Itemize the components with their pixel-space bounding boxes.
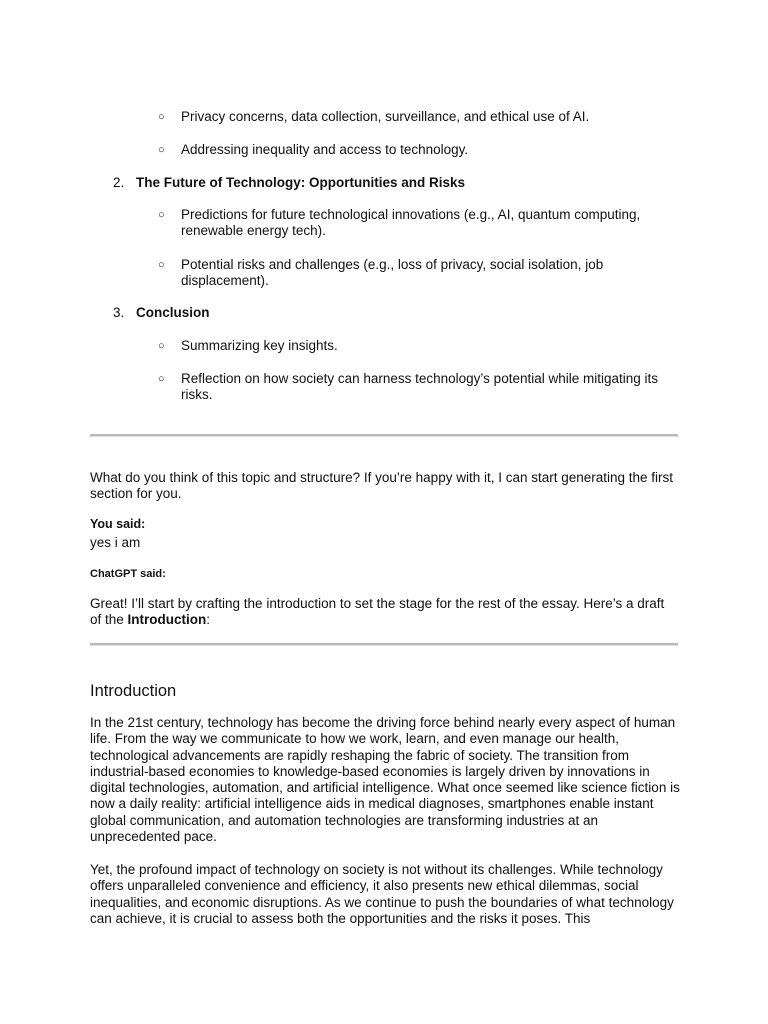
- essay-paragraph: Yet, the profound impact of technology on society is not without its challenges. While technology offers unparalleled convenience and efficiency, it also presents new ethical dilemmas, social inequalities, and economic disruptions. As we continue to push the boundaries of what technology can achieve, it is crucial to assess both the opportunities and the risks it poses. This: [90, 862, 674, 926]
- user-label: You said:: [90, 517, 146, 531]
- assistant-reply: [90, 596, 670, 629]
- divider: [90, 434, 678, 437]
- divider: [90, 643, 678, 646]
- bullet-icon: ○: [158, 340, 165, 352]
- bullet-text: Privacy concerns, data collection, surveillance, and ethical use of AI.: [181, 109, 590, 124]
- list-number: 3.: [113, 305, 125, 320]
- list-number: 2.: [113, 175, 125, 190]
- bullet-icon: ○: [158, 209, 165, 221]
- bullet-icon: ○: [158, 144, 165, 156]
- bullet-text: Predictions for future technological innovations (e.g., AI, quantum computing, renewable energy tech).: [181, 207, 641, 238]
- bullet-text: Potential risks and challenges (e.g., loss of privacy, social isolation, job displacement).: [181, 257, 604, 288]
- section-title: The Future of Technology: Opportunities and Risks: [136, 175, 466, 190]
- bullet-text: Summarizing key insights.: [181, 338, 338, 353]
- bullet-text: Addressing inequality and access to technology.: [181, 142, 469, 157]
- assistant-reply-text: Great! I’ll start by crafting the introduction to set the stage for the rest of the essay. Here’s a draft of the: [90, 596, 665, 628]
- assistant-reply-end: :: [206, 612, 211, 628]
- bullet-icon: ○: [158, 111, 165, 123]
- assistant-label: ChatGPT said:: [90, 568, 166, 580]
- assistant-reply-bold: Introduction: [127, 612, 207, 628]
- bullet-icon: ○: [158, 259, 165, 271]
- essay-paragraph: In the 21st century, technology has become the driving force behind nearly every aspect of human life. From the way we communicate to how we work, learn, and even manage our health, technological advancements are rapidly reshaping the fabric of society. The transition from industrial-based economies to knowledge-based economies is largely driven by innovations in digital technologies, automation, and artificial intelligence. What once seemed like science fiction is now a daily reality: artificial intelligence aids in medical diagnoses, smartphones enable instant global communication, and automation technologies are transforming industries at an unprecedented pace.: [90, 715, 680, 845]
- assistant-question: What do you think of this topic and structure? If you’re happy with it, I can start generating the first section for you.: [90, 470, 674, 502]
- bullet-text: Reflection on how society can harness technology’s potential while mitigating its risks.: [181, 371, 659, 402]
- section-title: Conclusion: [136, 305, 210, 320]
- essay-heading: Introduction: [90, 682, 177, 700]
- user-message: yes i am: [90, 535, 141, 550]
- bullet-icon: ○: [158, 373, 165, 385]
